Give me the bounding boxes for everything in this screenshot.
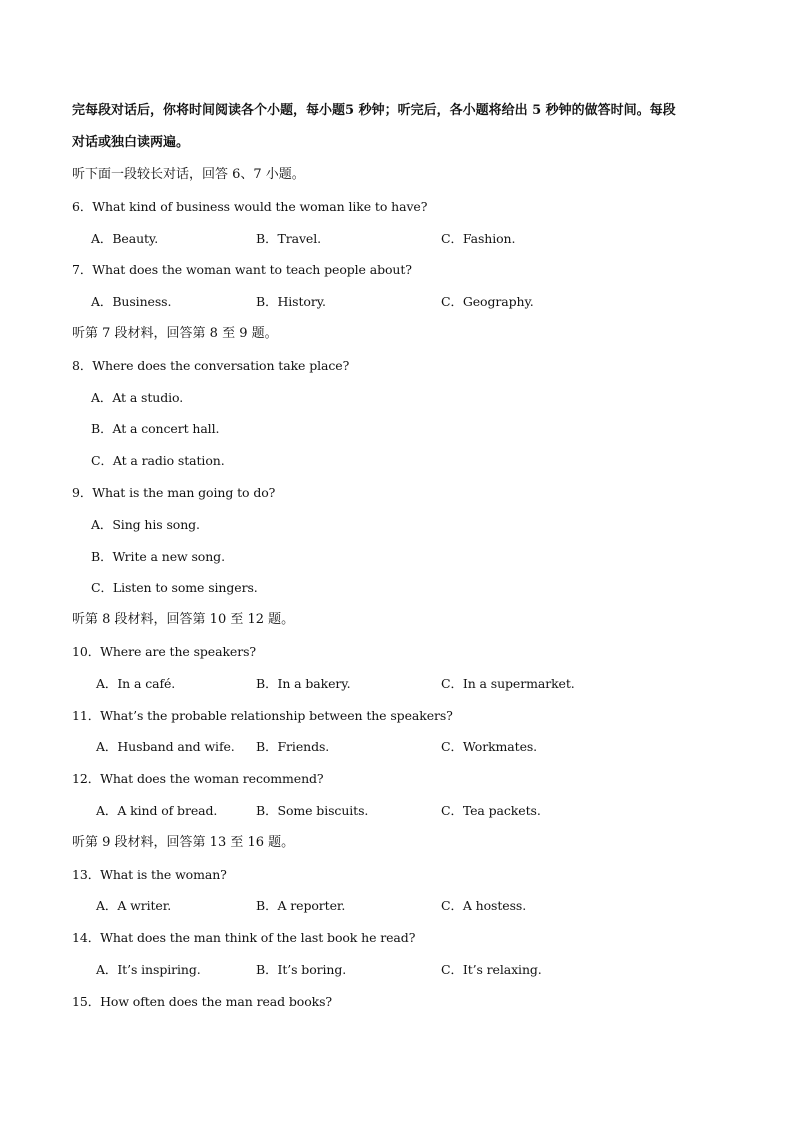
question-11: 11．What’s the probable relationship between the speakers? (72, 708, 453, 723)
question-6-option-b: B．Travel. (256, 231, 321, 246)
question-12-option-c: C．Tea packets. (441, 803, 541, 818)
question-9: 9．What is the man going to do? (72, 485, 276, 500)
question-7: 7．What does the woman want to teach people about? (72, 262, 412, 277)
question-8-option-c: C．At a radio station. (91, 453, 225, 468)
question-12-option-b: B．Some biscuits. (256, 803, 369, 818)
question-9-option-c: C．Listen to some singers. (91, 580, 258, 595)
question-7-option-c: C．Geography. (441, 294, 534, 309)
question-13-option-b: B．A reporter. (256, 898, 346, 913)
question-12: 12．What does the woman recommend? (72, 771, 324, 786)
question-13-option-c: C．A hostess. (441, 898, 527, 913)
question-10-option-c: C．In a supermarket. (441, 676, 575, 691)
question-8-option-a: A．At a studio. (91, 390, 184, 405)
question-10-option-b: B．In a bakery. (256, 676, 351, 691)
question-15: 15．How often does the man read books? (72, 994, 333, 1009)
section-heading-material-8: 听第 8 段材料，回答第 10 至 12 题。 (72, 612, 295, 627)
instructions-line-1: 完每段对话后，你将时间阅读各个小题，每小题5 秒钟；听完后，各小题将给出 5 秒钟的做答时间。每段 (72, 103, 676, 118)
question-14: 14．What does the man think of the last book he read? (72, 930, 416, 945)
question-9-option-b: B．Write a new song. (91, 549, 225, 564)
section-heading-material-9: 听第 9 段材料，回答第 13 至 16 题。 (72, 835, 295, 850)
question-9-option-a: A．Sing his song. (91, 517, 200, 532)
question-13: 13．What is the woman? (72, 867, 227, 882)
question-6: 6．What kind of business would the woman like to have? (72, 199, 428, 214)
question-14-option-b: B．It’s boring. (256, 962, 347, 977)
question-8-option-b: B．At a concert hall. (91, 421, 220, 436)
question-6-option-a: A．Beauty. (91, 231, 159, 246)
section-heading-dialogue-6: 听下面一段较长对话，回答 6、7 小题。 (72, 167, 305, 182)
question-10: 10．Where are the speakers? (72, 644, 257, 659)
instructions-line-2: 对话或独白读两遍。 (72, 135, 190, 150)
question-12-option-a: A．A kind of bread. (96, 803, 218, 818)
question-13-option-a: A．A writer. (96, 898, 172, 913)
question-7-option-a: A．Business. (91, 294, 172, 309)
question-8: 8．Where does the conversation take place? (72, 358, 350, 373)
question-14-option-a: A．It’s inspiring. (96, 962, 201, 977)
question-10-option-a: A．In a café. (96, 676, 176, 691)
question-11-option-a: A．Husband and wife. (96, 739, 235, 754)
question-14-option-c: C．It’s relaxing. (441, 962, 542, 977)
question-6-option-c: C．Fashion. (441, 231, 516, 246)
section-heading-material-7: 听第 7 段材料，回答第 8 至 9 题。 (72, 326, 278, 341)
question-11-option-c: C．Workmates. (441, 739, 538, 754)
question-11-option-b: B．Friends. (256, 739, 330, 754)
question-7-option-b: B．History. (256, 294, 326, 309)
